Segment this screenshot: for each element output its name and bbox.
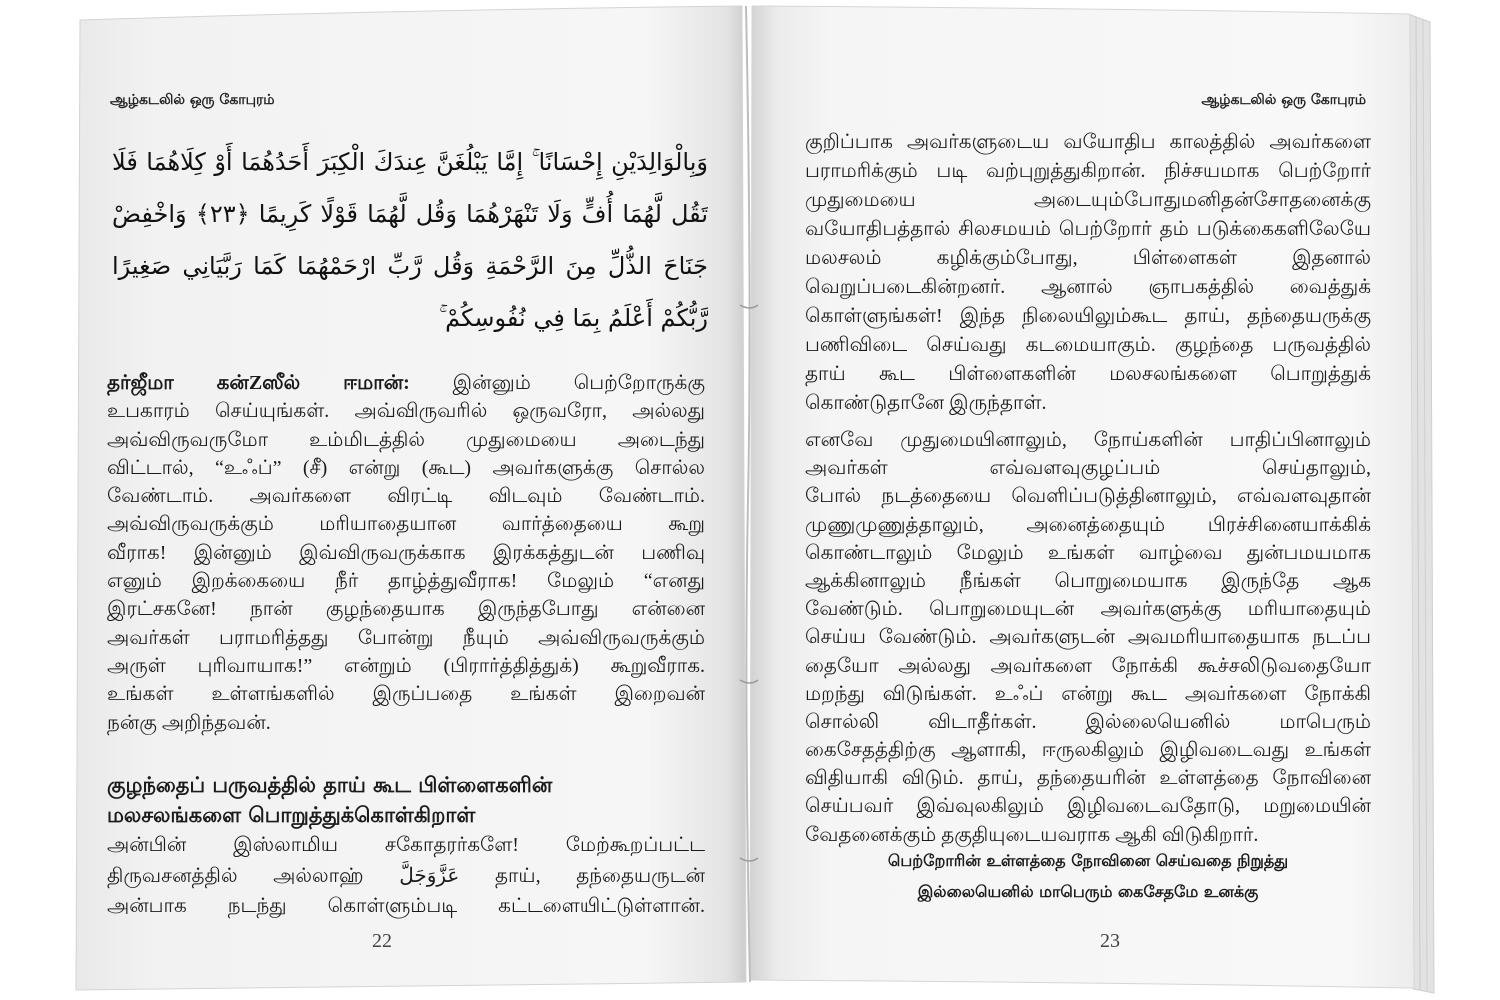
translation-line: அவ்விருவருமோ உம்மிடத்தில் முதுமையை அடைந்து [107, 428, 705, 451]
bold-heading-line: பெற்றோரின் உள்ளத்தை நோவினை செய்வதை நிறுத்து [887, 851, 1289, 870]
body-line: செய்ய வேண்டும். அவர்களுடன் அவமரியாதையாக நடப்ப [805, 626, 1371, 649]
right-bold-heading [805, 845, 1371, 907]
body-line: அவர்கள் எவ்வளவுகுழப்பம் செய்தாலும், [805, 457, 1371, 480]
translation-label: தர்ஜீமா கன்Zஸீல் ஈமான்: [107, 372, 410, 394]
body-line: விதியாகி விடும். தாய், தந்தையரின் உள்ளத்தை நோவினை [805, 767, 1371, 790]
right-running-head: ஆழ்கடலில் ஒரு கோபுரம் [1201, 92, 1366, 108]
body-line: பணிவிடை செய்வது கடமையாகும். குழந்தை பருவத்தில் [805, 334, 1371, 356]
body-line: வயோதிபத்தால் சிலசமயம் பெற்றோர் தம் படுக்கைகளிலேயே [805, 218, 1371, 240]
translation-line-text: இன்னும் பெற்றோருக்கு [452, 372, 705, 394]
bold-heading-line: இல்லையெனில் மாபெரும் கைசேதமே உனக்கு [917, 882, 1259, 901]
body-line: கொண்டுதானே இருந்தாள். [805, 392, 1047, 414]
left-running-head: ஆழ்கடலில் ஒரு கோபுரம் [110, 92, 275, 108]
spine-crease [746, 6, 750, 982]
body-line: மறந்து விடுங்கள். உஃப் என்று கூட அவர்களை நோக்கி [805, 682, 1371, 705]
translation-line: உபகாரம் செய்யுங்கள். அவ்விருவரில் ஒருவரோ, அல்லது [107, 400, 705, 423]
body-line: அன்பின் இஸ்லாமிய சகோதரர்களே! மேற்கூறப்பட்ட [107, 834, 705, 856]
body-line: எனவே முதுமையினாலும், நோய்களின் பாதிப்பினாலும் [805, 429, 1371, 451]
arabic-verse-line: جَنَاحَ الذُّلِّ مِنَ الرَّحْمَةِ وَقُل رَّبِّ ارْحَمْهُمَا كَمَا رَبَّيَانِي صَغِيرًا [112, 252, 708, 280]
body-line: முணுமுணுத்தாலும், அனைத்தையும் பிரச்சினையாக்கிக் [805, 513, 1371, 536]
section-heading-line: குழந்தைப் பருவத்தில் தாய் கூட பிள்ளைகளின் [107, 773, 553, 797]
body-line: மலசலம் கழிக்கும்போது, பிள்ளைகள் இதனால் [805, 247, 1371, 269]
translation-paragraph [107, 369, 705, 737]
left-body-paragraph [107, 830, 705, 922]
body-line: அன்பாக நடந்து கொள்ளும்படி கட்டளையிட்டுள்ளான். [107, 895, 705, 917]
arabic-verse-line: تَقُل لَّهُمَا أُفٍّ وَلَا تَنْهَرْهُمَا وَقُل لَّهُمَا قَوْلًا كَرِيمًا ﴿٢٣﴾ وَاخْفِضْ [112, 200, 708, 228]
translation-line: எனும் இறக்கையை நீர் தாழ்த்துவீராக! மேலும் “எனது [107, 570, 705, 593]
translation-line: விட்டால், “உஃப்” (சீ) என்று (கூட) அவர்களுக்கு சொல்ல [107, 456, 705, 479]
right-paragraph-2 [805, 426, 1371, 849]
body-line: குறிப்பாக அவர்களுடைய வயோதிப காலத்தில் அவர்களை [805, 131, 1371, 153]
body-line: கொண்டாலும் மேலும் உங்கள் வாழ்வை துன்பமயமாக [805, 541, 1371, 564]
body-line: வேதனைக்கும் தகுதியுடையவராக ஆகி விடுகிறார். [805, 823, 1259, 846]
body-line: வேண்டும். பொறுமையுடன் அவர்களுக்கு மரியாதையும் [805, 598, 1371, 621]
translation-line: அவர்கள் பராமரித்தது போன்று நீயும் அவ்விருவருக்கும் [107, 626, 705, 649]
arabic-verse-line: وَبِالْوَالِدَيْنِ إِحْسَانًا ۚ إِمَّا يَبْلُغَنَّ عِندَكَ الْكِبَرَ أَحَدُهُمَا أَوْ كِلَاهُمَا فَلَا [112, 148, 708, 176]
body-line: கொள்ளுங்கள்! இந்த நிலையிலும்கூட தாய், தந்தையருக்கு [805, 305, 1371, 327]
section-heading-line: மலசலங்களை பொறுத்துக்கொள்கிறாள் [107, 803, 476, 827]
section-heading [107, 770, 705, 830]
right-paragraph-1 [805, 128, 1371, 418]
body-line: கைசேதத்திற்கு ஆளாகி, ஈருலகிலும் இழிவடைவது உங்கள் [805, 739, 1371, 762]
body-line: திருவசனத்தில் அல்லாஹ் عَزَّوَجَلَّ தாய், தந்தையருடன் [107, 864, 705, 887]
body-line: போல் நடத்தையை வெளிப்படுத்தினாலும், எவ்வளவுதான் [805, 485, 1371, 508]
translation-line [107, 369, 705, 397]
left-page-number: 22 [372, 930, 392, 952]
body-line: தையோ அல்லது அவர்களை நோக்கி கூச்சலிடுவதையோ [805, 654, 1371, 677]
quran-verse-block [112, 136, 708, 344]
body-line: தாய் கூட பிள்ளைகளின் மலசலங்களை பொறுத்துக் [805, 363, 1371, 385]
body-line: வெறுப்படைகின்றனர். ஆனால் ஞாபகத்தில் வைத்துக் [805, 276, 1371, 298]
translation-line: அவ்விருவருக்கும் மரியாதையான வார்த்தையை கூறு [107, 513, 705, 536]
body-line: சொல்லி விடாதீர்கள். இல்லையெனில் மாபெரும் [805, 710, 1371, 733]
arabic-verse-line: رَّبُّكُمْ أَعْلَمُ بِمَا فِي نُفُوسِكُمْ ۚ [439, 304, 708, 332]
body-line: பராமரிக்கும் படி வற்புறுத்துகிறான். நிச்சயமாக பெற்றோர் [805, 160, 1371, 182]
right-page-number: 23 [1100, 930, 1120, 952]
translation-line: அருள் புரிவாயாக!” என்றும் (பிரார்த்தித்துக்) கூறுவீராக. [107, 654, 705, 677]
body-line: முதுமையை அடையும்போதுமனிதன்சோதனைக்கு [805, 189, 1371, 211]
translation-line: வேண்டாம். அவர்களை விரட்டி விடவும் வேண்டாம். [107, 485, 705, 508]
body-line: ஆக்கினாலும் நீங்கள் பொறுமையாக இருந்தே ஆக [805, 569, 1371, 592]
translation-line: நன்கு அறிந்தவன். [107, 711, 271, 734]
translation-line: இரட்சகனே! நான் குழந்தையாக இருந்தபோது என்னை [107, 598, 705, 621]
translation-line: உங்கள் உள்ளங்களில் இருப்பதை உங்கள் இறைவன் [107, 683, 705, 706]
body-line: செய்பவர் இவ்வுலகிலும் இழிவடைவதோடு, மறுமையின் [805, 795, 1371, 818]
translation-line: வீராக! இன்னும் இவ்விருவருக்காக இரக்கத்துடன் பணிவு [107, 541, 705, 564]
